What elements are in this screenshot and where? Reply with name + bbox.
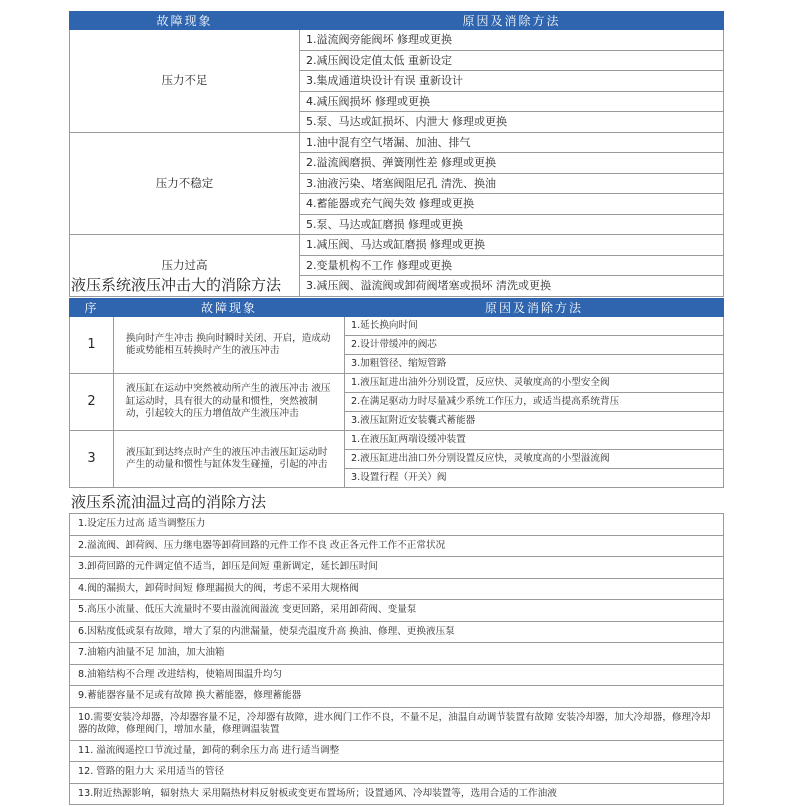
row-number: 2: [70, 374, 114, 431]
header-number: 序: [70, 299, 114, 317]
cause-cell: 2.设计带缓冲的阀芯: [345, 336, 724, 355]
section-title-oil-overheat: 液压系流油温过高的消除方法: [71, 493, 267, 511]
symptom-cell: 压力不稳定: [70, 132, 300, 235]
list-item: [70, 664, 724, 686]
item-cell: 2.溢流阀、卸荷阀、压力继电器等卸荷回路的元件工作不良 改正各元件工作不正常状况: [70, 535, 724, 557]
list-item: [70, 740, 724, 762]
cause-cell: 1.在液压缸两端设缓冲装置: [345, 431, 724, 450]
symptom-cell: 液压缸在运动中突然被动所产生的液压冲击 液压缸运动时，具有很大的动量和惯性，突然被制动，引起较大的压力增值故产生液压冲击: [114, 374, 345, 431]
cause-cell: 1.液压缸进出油外分别设置，反应快、灵敏度高的小型安全阀: [345, 374, 724, 393]
header-causes: 原因及消除方法: [300, 12, 724, 30]
list-item: [70, 578, 724, 600]
list-item: [70, 600, 724, 622]
cause-cell: 3.液压缸附近安装囊式蓄能器: [345, 412, 724, 431]
list-item: [70, 557, 724, 579]
table-row: [70, 235, 724, 256]
oil-overheat-table: [69, 513, 724, 805]
cause-cell: 4.减压阀损坏 修理或更换: [300, 91, 724, 112]
list-item: [70, 535, 724, 557]
symptom-cell: 压力不足: [70, 30, 300, 133]
item-cell: 11. 溢流阀遥控口节流过量，卸荷的剩余压力高 进行适当调整: [70, 740, 724, 762]
item-cell: 3.卸荷回路的元件调定值不适当，卸压是间短 重新调定，延长卸压时间: [70, 557, 724, 579]
cause-cell: 1.延长换向时间: [345, 317, 724, 336]
cause-cell: 3.油液污染、堵塞阀阻尼孔 清洗、换油: [300, 173, 724, 194]
item-cell: 1.设定压力过高 适当调整压力: [70, 514, 724, 536]
header-symptom: 故障现象: [114, 299, 345, 317]
header-symptom: 故障现象: [70, 12, 300, 30]
pressure-fault-table: [69, 11, 724, 297]
item-cell: 12. 管路的阻力大 采用适当的管径: [70, 762, 724, 784]
cause-cell: 1.溢流阀旁能阀坏 修理或更换: [300, 30, 724, 51]
item-cell: 10.需要安装冷却器，冷却器容量不足，冷却器有故障，进水阀门工作不良，不量不足，油温自动调节装置有故障 安装冷却器，加大冷却器，修理冷却器的故障，修理阀门，增加水量，修理调温装置: [70, 707, 724, 740]
hydraulic-shock-table: [69, 298, 724, 488]
table-row: [70, 132, 724, 153]
table-row: [70, 374, 724, 393]
item-cell: 4.阀的漏损大，卸荷时间短 修理漏损大的阀，考虑不采用大规格阀: [70, 578, 724, 600]
cause-cell: 2.溢流阀磨损、弹簧刚性差 修理或更换: [300, 153, 724, 174]
item-cell: 8.油箱结构不合理 改进结构，使箱周围温升均匀: [70, 664, 724, 686]
cause-cell: 2.减压阀设定值太低 重新设定: [300, 50, 724, 71]
cause-cell: 1.减压阀、马达或缸磨损 修理或更换: [300, 235, 724, 256]
symptom-cell: 液压缸到达终点时产生的液压冲击液压缸运动时产生的动量和惯性与缸体发生碰撞，引起的冲击: [114, 431, 345, 488]
item-cell: 7.油箱内油量不足 加油，加大油箱: [70, 643, 724, 665]
symptom-cell: 压力过高: [70, 235, 300, 297]
cause-cell: 5.泵、马达或缸损坏、内泄大 修理或更换: [300, 112, 724, 133]
section-title-hydraulic-shock: 液压系统液压冲击大的消除方法: [71, 276, 282, 294]
symptom-cell: 换向时产生冲击 换向时瞬时关闭、开启，造成动能或势能相互转换时产生的液压冲击: [114, 317, 345, 374]
cause-cell: 2.液压缸进出油口外分别设置反应快，灵敏度高的小型溢流阀: [345, 450, 724, 469]
table-header-row: [70, 12, 724, 30]
cause-cell: 3.加粗管径、缩短管路: [345, 355, 724, 374]
cause-cell: 2.变量机构不工作 修理或更换: [300, 255, 724, 276]
list-item: [70, 783, 724, 805]
cause-cell: 1.油中混有空气堵漏、加油、排气: [300, 132, 724, 153]
list-item: [70, 643, 724, 665]
list-item: [70, 621, 724, 643]
cause-cell: 4.蓄能器或充气阀失效 修理或更换: [300, 194, 724, 215]
list-item: [70, 686, 724, 708]
table-row: [70, 431, 724, 450]
list-item: [70, 707, 724, 740]
table-header-row: [70, 299, 724, 317]
table-row: [70, 317, 724, 336]
cause-cell: 3.设置行程（开关）阀: [345, 469, 724, 488]
cause-cell: 3.集成通道块设计有误 重新设计: [300, 71, 724, 92]
item-cell: 9.蓄能器容量不足或有故障 换大蓄能器，修理蓄能器: [70, 686, 724, 708]
cause-cell: 2.在满足驱动力时尽量减少系统工作压力，或适当提高系统背压: [345, 393, 724, 412]
table-row: [70, 30, 724, 51]
list-item: [70, 514, 724, 536]
item-cell: 6.因粘度低或泵有故障，增大了泵的内泄漏量，使泵壳温度升高 换油、修理、更换液压泵: [70, 621, 724, 643]
list-item: [70, 762, 724, 784]
item-cell: 13.附近热源影响，辐射热大 采用隔热材料反射板或变更布置场所；设置通风、冷却装置等，选用合适的工作油液: [70, 783, 724, 805]
row-number: 1: [70, 317, 114, 374]
cause-cell: 5.泵、马达或缸磨损 修理或更换: [300, 214, 724, 235]
item-cell: 5.高压小流量、低压大流量时不要由溢流阀溢流 变更回路，采用卸荷阀、变量泵: [70, 600, 724, 622]
header-causes: 原因及消除方法: [345, 299, 724, 317]
row-number: 3: [70, 431, 114, 488]
cause-cell: 3.减压阀、溢流阀或卸荷阀堵塞或损坏 清洗或更换: [300, 276, 724, 297]
